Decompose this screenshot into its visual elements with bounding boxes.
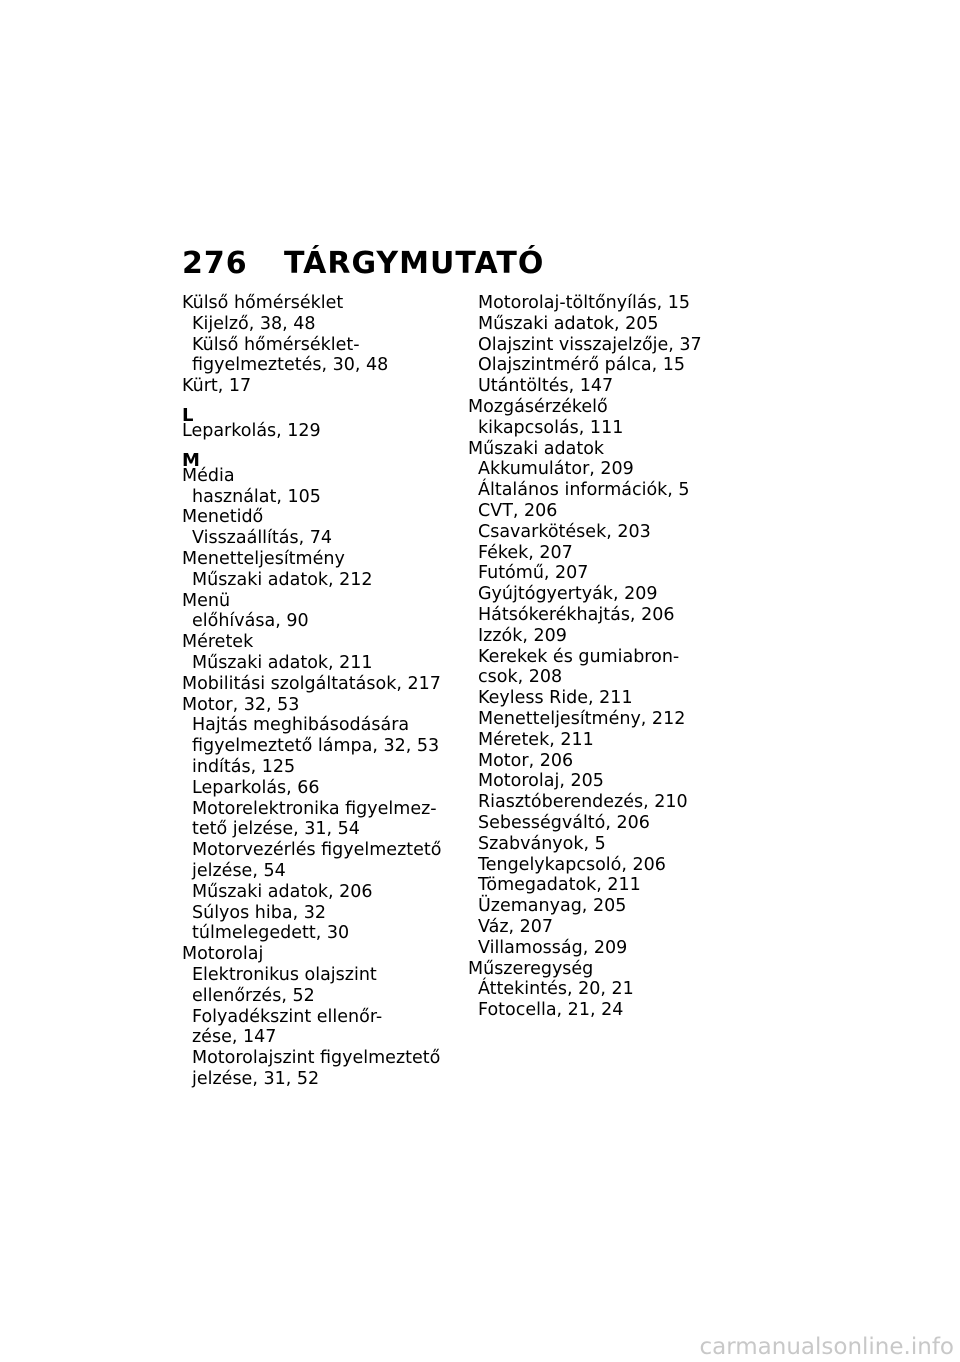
- index-subentry: Méretek, 211: [478, 729, 594, 750]
- index-subentry: tető jelzése, 31, 54: [192, 819, 360, 840]
- index-subentry: Olajszint visszajelzője, 37: [478, 334, 702, 355]
- index-subentry: Váz, 207: [478, 916, 554, 937]
- index-subentry: Tömegadatok, 211: [478, 875, 641, 896]
- index-subentry: Műszaki adatok, 211: [192, 652, 373, 673]
- index-subentry: Áttekintés, 20, 21: [478, 979, 634, 1000]
- index-subentry: Gyújtógyertyák, 209: [478, 584, 658, 605]
- index-subentry: Műszaki adatok, 212: [192, 569, 373, 590]
- index-subentry: Akkumulátor, 209: [478, 459, 634, 480]
- index-subentry: Műszaki adatok, 205: [478, 313, 659, 334]
- index-section-letter: M: [182, 449, 200, 471]
- index-subentry: figyelmeztetés, 30, 48: [192, 355, 389, 376]
- index-subentry: Szabványok, 5: [478, 833, 606, 854]
- index-entry: Média: [182, 465, 235, 486]
- index-subentry: Motor, 206: [478, 750, 574, 771]
- index-subentry: Kijelző, 38, 48: [192, 313, 316, 334]
- index-subentry: használat, 105: [192, 486, 321, 507]
- index-subentry: Olajszintmérő pálca, 15: [478, 355, 686, 376]
- index-subentry: Utántöltés, 147: [478, 376, 614, 397]
- index-section-letter: L: [182, 404, 194, 426]
- index-subentry: figyelmeztető lámpa, 32, 53: [192, 736, 440, 757]
- index-subentry: Műszaki adatok, 206: [192, 881, 373, 902]
- index-subentry: Menetteljesítmény, 212: [478, 708, 686, 729]
- index-entry: Mobilitási szolgáltatások, 217: [182, 673, 441, 694]
- index-entry: Mozgásérzékelő: [468, 396, 608, 417]
- index-subentry: túlmelegedett, 30: [192, 923, 350, 944]
- index-subentry: Motorolaj, 205: [478, 771, 604, 792]
- index-subentry: Motorolajszint figyelmeztető: [192, 1048, 441, 1069]
- index-entry: Leparkolás, 129: [182, 420, 321, 441]
- index-subentry: Csavarkötések, 203: [478, 521, 651, 542]
- index-subentry: Fékek, 207: [478, 542, 573, 563]
- index-subentry: csok, 208: [478, 667, 563, 688]
- index-entry: Műszaki adatok: [468, 438, 605, 459]
- index-subentry: Folyadékszint ellenőr-: [192, 1006, 383, 1027]
- index-subentry: Visszaállítás, 74: [192, 528, 332, 549]
- index-subentry: Külső hőmérséklet-: [192, 334, 360, 355]
- index-subentry: Hátsókerékhajtás, 206: [478, 604, 675, 625]
- index-entry: Külső hőmérséklet: [182, 293, 344, 313]
- index-subentry: Sebességváltó, 206: [478, 812, 650, 833]
- index-entry: Motor, 32, 53: [182, 694, 300, 715]
- index-subentry: ellenőrzés, 52: [192, 985, 315, 1006]
- index-subentry: előhívása, 90: [192, 611, 309, 632]
- index-subentry: Futómű, 207: [478, 563, 589, 584]
- index-entry: Menetteljesítmény: [182, 548, 345, 569]
- index-column-right: [468, 293, 748, 1021]
- index-subentry: Súlyos hiba, 32: [192, 902, 326, 923]
- index-subentry: Motorvezérlés figyelmeztető: [192, 840, 442, 861]
- index-subentry: jelzése, 31, 52: [192, 1068, 320, 1089]
- index-subentry: Keyless Ride, 211: [478, 688, 633, 709]
- index-subentry: Motorolaj-töltőnyílás, 15: [478, 293, 691, 313]
- index-subentry: CVT, 206: [478, 500, 558, 521]
- index-column-left: [182, 293, 452, 1090]
- index-entry: Menü: [182, 590, 231, 611]
- page-title: TÁRGYMUTATÓ: [284, 246, 545, 281]
- index-subentry: Fotocella, 21, 24: [478, 1000, 624, 1021]
- index-entry: Műszeregység: [468, 958, 594, 979]
- index-subentry: kikapcsolás, 111: [478, 417, 624, 438]
- index-entry: Méretek: [182, 632, 254, 653]
- index-subentry: jelzése, 54: [192, 860, 286, 881]
- index-subentry: Izzók, 209: [478, 625, 567, 646]
- index-subentry: Leparkolás, 66: [192, 777, 320, 798]
- index-subentry: zése, 147: [192, 1027, 277, 1048]
- index-entry: Kürt, 17: [182, 376, 252, 397]
- watermark: carmanualsonline.info: [699, 1334, 954, 1360]
- index-subentry: Riasztóberendezés, 210: [478, 792, 688, 813]
- index-entry: Motorolaj: [182, 944, 264, 965]
- page-number: 276: [182, 246, 248, 281]
- index-subentry: Általános információk, 5: [478, 480, 690, 501]
- index-subentry: Hajtás meghibásodására: [192, 715, 410, 736]
- index-subentry: Kerekek és gumiabron-: [478, 646, 680, 667]
- page-header: [182, 246, 544, 281]
- index-subentry: Tengelykapcsoló, 206: [478, 854, 666, 875]
- index-subentry: Motorelektronika figyelmez-: [192, 798, 437, 819]
- index-subentry: Üzemanyag, 205: [478, 896, 627, 917]
- index-subentry: Villamosság, 209: [478, 937, 628, 958]
- index-subentry: indítás, 125: [192, 756, 296, 777]
- index-subentry: Elektronikus olajszint: [192, 964, 377, 985]
- index-entry: Menetidő: [182, 507, 264, 528]
